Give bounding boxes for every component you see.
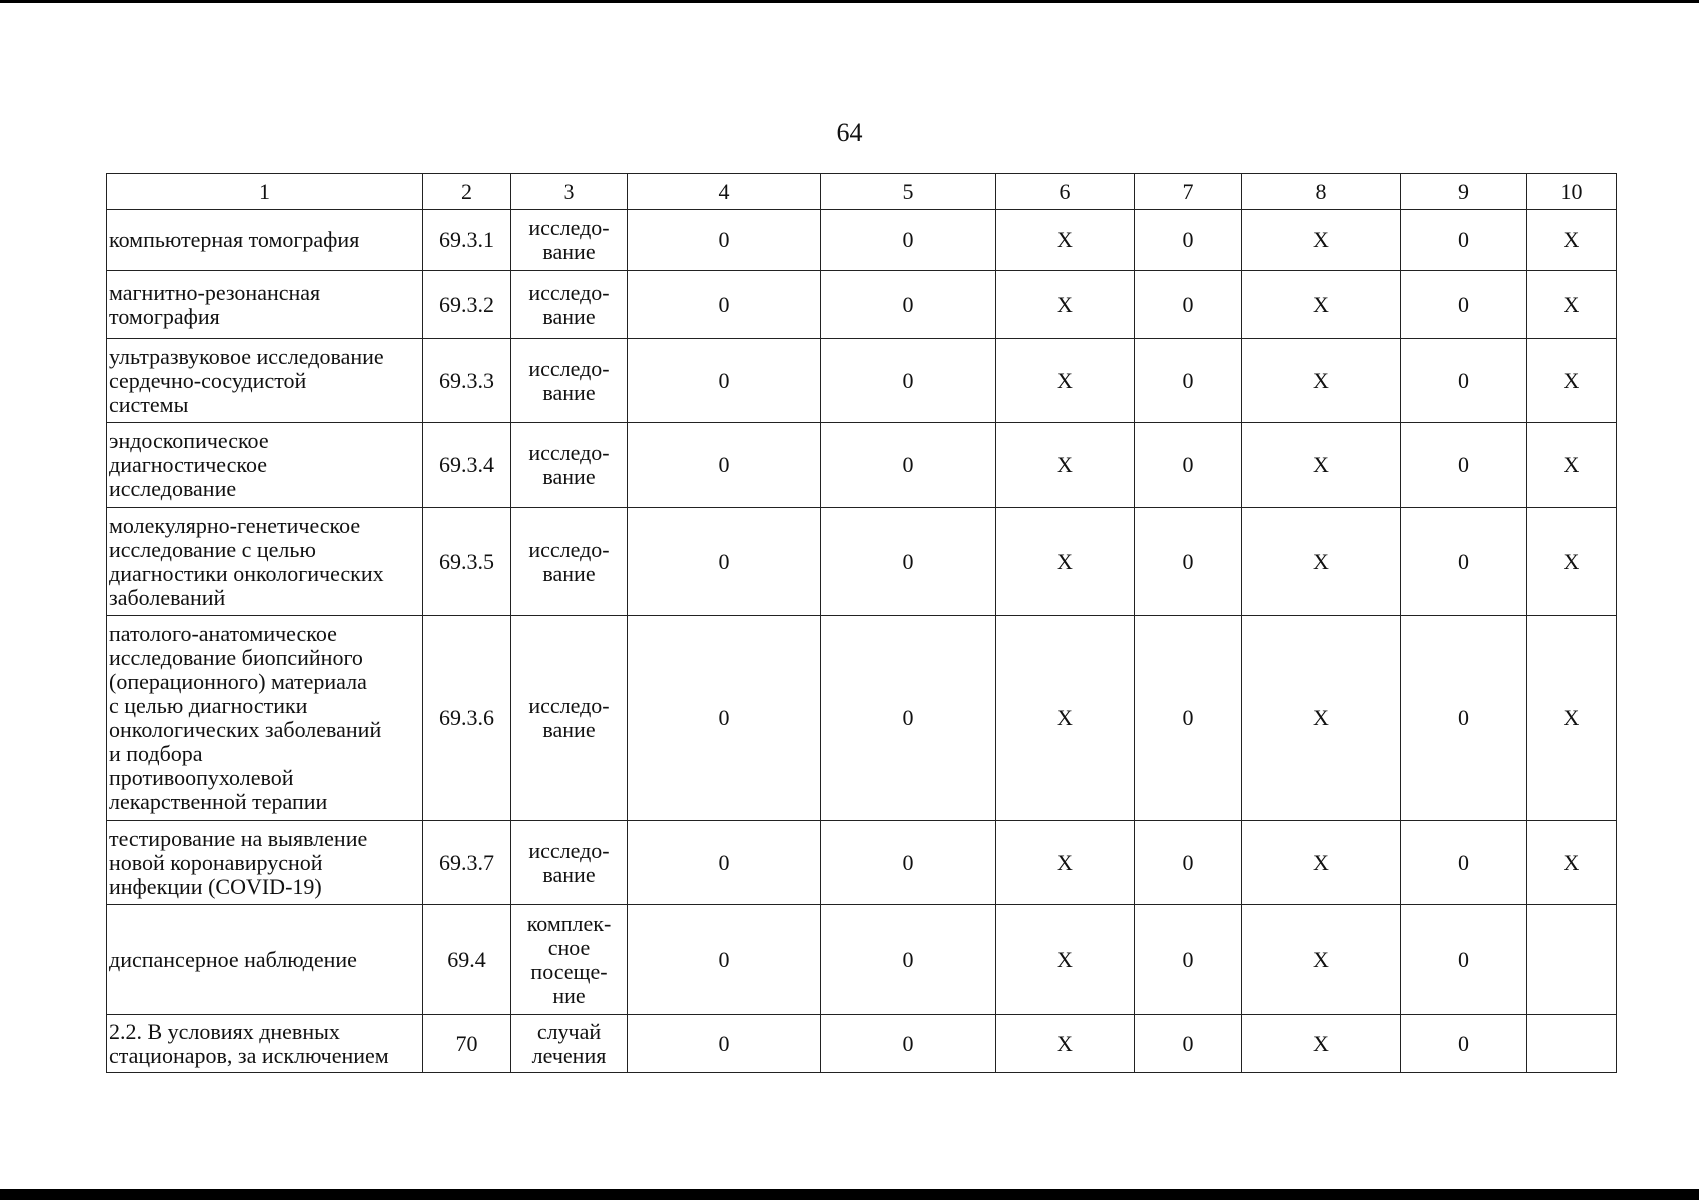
column-header: 4 — [628, 174, 821, 210]
item-name-cell: магнитно-резонансная томография — [107, 271, 423, 339]
col5-cell: 0 — [821, 1015, 996, 1073]
unit-cell: исследо- вание — [511, 339, 628, 423]
col5-cell: 0 — [821, 905, 996, 1015]
item-name-cell: диспансерное наблюдение — [107, 905, 423, 1015]
col9-cell: 0 — [1401, 508, 1527, 616]
header-row — [107, 174, 1617, 210]
col6-cell: X — [996, 1015, 1135, 1073]
col5-cell: 0 — [821, 210, 996, 271]
col10-cell: X — [1527, 210, 1617, 271]
col10-cell — [1527, 905, 1617, 1015]
item-code-cell: 69.3.4 — [423, 423, 511, 508]
col9-cell: 0 — [1401, 210, 1527, 271]
col8-cell: X — [1242, 616, 1401, 821]
col4-cell: 0 — [628, 821, 821, 905]
col6-cell: X — [996, 821, 1135, 905]
col6-cell: X — [996, 210, 1135, 271]
col4-cell: 0 — [628, 210, 821, 271]
column-header: 8 — [1242, 174, 1401, 210]
unit-cell: исследо- вание — [511, 821, 628, 905]
col9-cell: 0 — [1401, 423, 1527, 508]
item-name-cell: молекулярно-генетическое исследование с целью диагностики онкологических заболеваний — [107, 508, 423, 616]
col5-cell: 0 — [821, 616, 996, 821]
unit-cell: исследо- вание — [511, 271, 628, 339]
unit-cell: исследо- вание — [511, 508, 628, 616]
col4-cell: 0 — [628, 508, 821, 616]
col5-cell: 0 — [821, 508, 996, 616]
table-row — [107, 616, 1617, 821]
col10-cell — [1527, 1015, 1617, 1073]
col7-cell: 0 — [1135, 339, 1242, 423]
col4-cell: 0 — [628, 905, 821, 1015]
table-row — [107, 271, 1617, 339]
col8-cell: X — [1242, 339, 1401, 423]
col7-cell: 0 — [1135, 423, 1242, 508]
table-row — [107, 1015, 1617, 1073]
item-name-cell: ультразвуковое исследование сердечно-сосудистой системы — [107, 339, 423, 423]
column-header: 7 — [1135, 174, 1242, 210]
item-code-cell: 69.3.2 — [423, 271, 511, 339]
item-code-cell: 69.3.7 — [423, 821, 511, 905]
col6-cell: X — [996, 423, 1135, 508]
col9-cell: 0 — [1401, 905, 1527, 1015]
table-row — [107, 508, 1617, 616]
col7-cell: 0 — [1135, 1015, 1242, 1073]
col10-cell: X — [1527, 423, 1617, 508]
col6-cell: X — [996, 271, 1135, 339]
item-name-cell: тестирование на выявление новой коронавирусной инфекции (COVID-19) — [107, 821, 423, 905]
unit-cell: исследо- вание — [511, 423, 628, 508]
col7-cell: 0 — [1135, 616, 1242, 821]
item-name-cell: эндоскопическое диагностическое исследование — [107, 423, 423, 508]
scan-bottom-border — [0, 1189, 1699, 1200]
col8-cell: X — [1242, 210, 1401, 271]
col4-cell: 0 — [628, 616, 821, 821]
col6-cell: X — [996, 508, 1135, 616]
col9-cell: 0 — [1401, 1015, 1527, 1073]
col5-cell: 0 — [821, 423, 996, 508]
item-name-cell: 2.2. В условиях дневных стационаров, за исключением — [107, 1015, 423, 1073]
col8-cell: X — [1242, 271, 1401, 339]
col8-cell: X — [1242, 508, 1401, 616]
table-row — [107, 210, 1617, 271]
col6-cell: X — [996, 339, 1135, 423]
table-row — [107, 905, 1617, 1015]
col9-cell: 0 — [1401, 616, 1527, 821]
col5-cell: 0 — [821, 271, 996, 339]
col5-cell: 0 — [821, 821, 996, 905]
col8-cell: X — [1242, 1015, 1401, 1073]
col10-cell: X — [1527, 508, 1617, 616]
item-code-cell: 69.3.3 — [423, 339, 511, 423]
column-header: 9 — [1401, 174, 1527, 210]
item-code-cell: 69.4 — [423, 905, 511, 1015]
col6-cell: X — [996, 905, 1135, 1015]
col4-cell: 0 — [628, 339, 821, 423]
col7-cell: 0 — [1135, 821, 1242, 905]
column-header: 10 — [1527, 174, 1617, 210]
unit-cell: случай лечения — [511, 1015, 628, 1073]
item-code-cell: 69.3.1 — [423, 210, 511, 271]
col9-cell: 0 — [1401, 271, 1527, 339]
item-name-cell: патолого-анатомическое исследование биопсийного (операционного) материала с целью диагностики онкологических заболеваний и подбора противоопухолевой лекарственной терапии — [107, 616, 423, 821]
item-name-cell: компьютерная томография — [107, 210, 423, 271]
column-header: 5 — [821, 174, 996, 210]
column-header: 1 — [107, 174, 423, 210]
unit-cell: исследо- вание — [511, 616, 628, 821]
table-row — [107, 339, 1617, 423]
table-body — [107, 174, 1617, 1073]
column-header: 6 — [996, 174, 1135, 210]
col7-cell: 0 — [1135, 905, 1242, 1015]
page-number: 64 — [836, 118, 863, 147]
col8-cell: X — [1242, 423, 1401, 508]
unit-cell: исследо- вание — [511, 210, 628, 271]
column-header: 2 — [423, 174, 511, 210]
table-row — [107, 423, 1617, 508]
col4-cell: 0 — [628, 271, 821, 339]
col7-cell: 0 — [1135, 271, 1242, 339]
column-header: 3 — [511, 174, 628, 210]
item-code-cell: 69.3.6 — [423, 616, 511, 821]
data-table — [106, 173, 1617, 1073]
col7-cell: 0 — [1135, 508, 1242, 616]
col7-cell: 0 — [1135, 210, 1242, 271]
col10-cell: X — [1527, 821, 1617, 905]
item-code-cell: 69.3.5 — [423, 508, 511, 616]
col8-cell: X — [1242, 905, 1401, 1015]
col9-cell: 0 — [1401, 821, 1527, 905]
col6-cell: X — [996, 616, 1135, 821]
scan-top-border — [0, 0, 1699, 3]
item-code-cell: 70 — [423, 1015, 511, 1073]
unit-cell: комплек- сное посеще- ние — [511, 905, 628, 1015]
col5-cell: 0 — [821, 339, 996, 423]
col8-cell: X — [1242, 821, 1401, 905]
col9-cell: 0 — [1401, 339, 1527, 423]
col4-cell: 0 — [628, 1015, 821, 1073]
table-row — [107, 821, 1617, 905]
col10-cell: X — [1527, 339, 1617, 423]
col10-cell: X — [1527, 271, 1617, 339]
col4-cell: 0 — [628, 423, 821, 508]
col10-cell: X — [1527, 616, 1617, 821]
